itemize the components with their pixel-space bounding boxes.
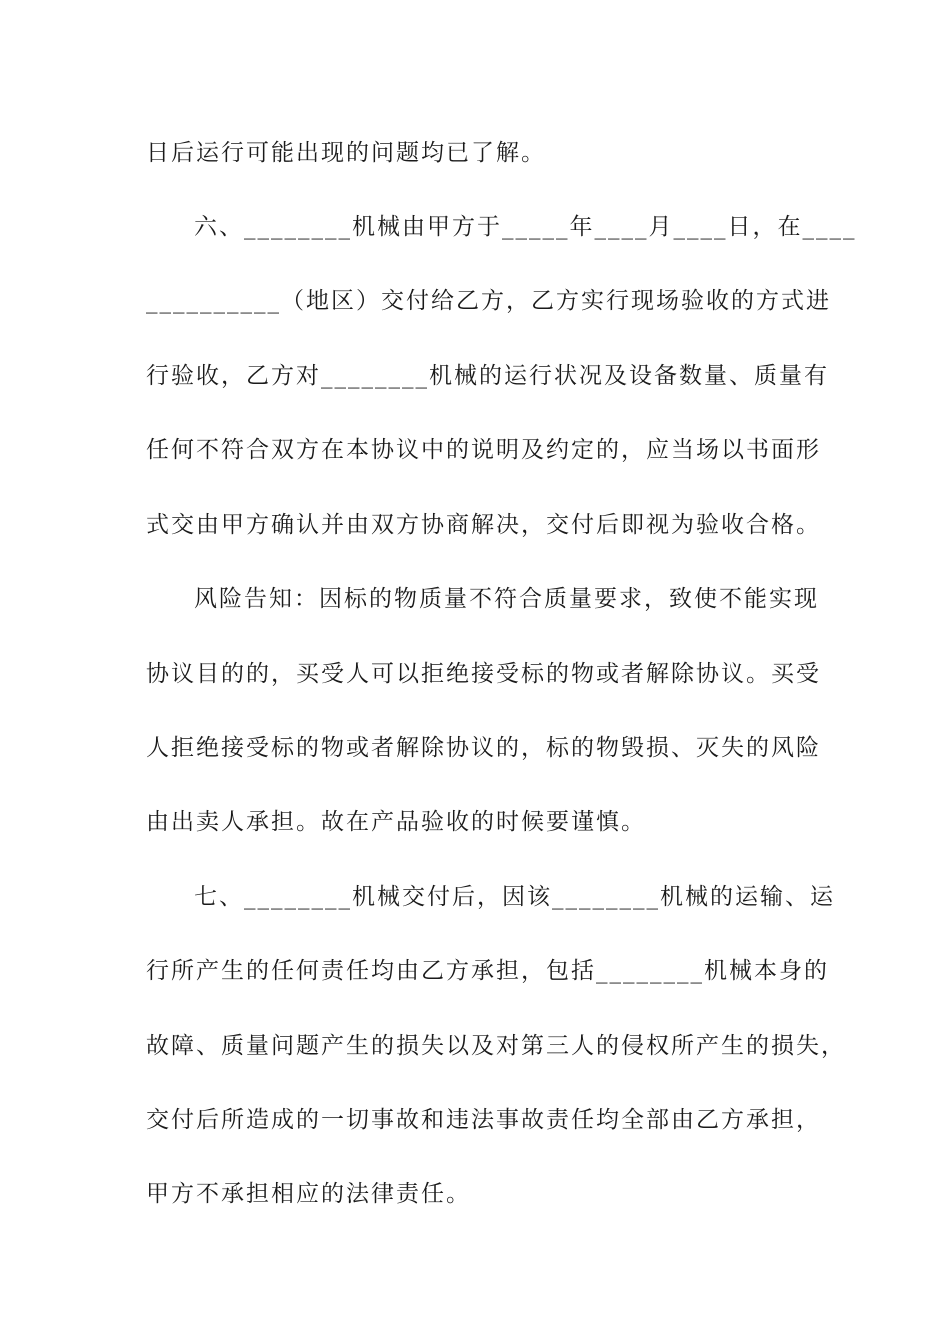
text-line-8: 协议目的的，买受人可以拒绝接受标的物或者解除协议。买受 <box>146 661 821 687</box>
text-line-9: 人拒绝接受标的物或者解除协议的，标的物毁损、灭失的风险 <box>146 735 821 761</box>
text-line-12: 行所产生的任何责任均由乙方承担，包括________机械本身的 <box>146 958 829 984</box>
text-line-4: 行验收，乙方对________机械的运行状况及设备数量、质量有 <box>146 363 829 389</box>
text-line-1: 日后运行可能出现的问题均已了解。 <box>146 140 546 166</box>
clause-6-start: 六、________机械由甲方于_____年____月____日，在____ <box>194 214 857 240</box>
text-line-10: 由出卖人承担。故在产品验收的时候要谨慎。 <box>146 809 646 835</box>
text-line-15: 甲方不承担相应的法律责任。 <box>146 1181 471 1207</box>
text-line-13: 故障、质量问题产生的损失以及对第三人的侵权所产生的损失， <box>146 1033 846 1059</box>
text-line-3: __________（地区）交付给乙方，乙方实行现场验收的方式进 <box>146 288 831 314</box>
text-line-6: 式交由甲方确认并由双方协商解决，交付后即视为验收合格。 <box>146 512 821 538</box>
clause-7-start: 七、________机械交付后，因该________机械的运输、运 <box>194 884 835 910</box>
risk-notice-start: 风险告知：因标的物质量不符合质量要求，致使不能实现 <box>194 586 819 612</box>
text-line-14: 交付后所造成的一切事故和违法事故责任均全部由乙方承担， <box>146 1107 821 1133</box>
text-line-5: 任何不符合双方在本协议中的说明及约定的，应当场以书面形 <box>146 437 821 463</box>
